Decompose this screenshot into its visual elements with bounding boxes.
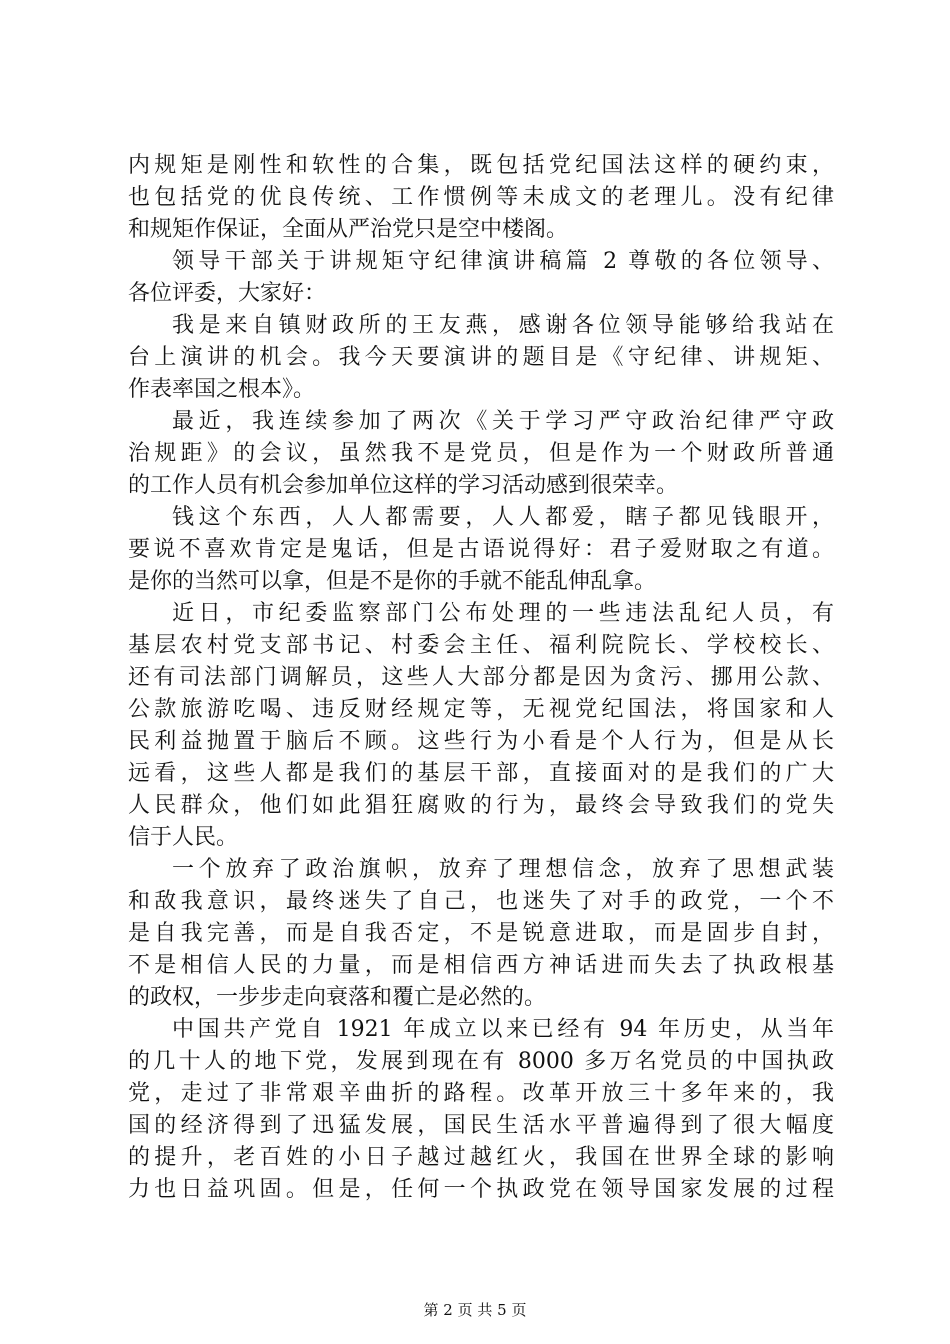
text-line: 台上演讲的机会。我今天要演讲的题目是《守纪律、讲规矩、 bbox=[128, 345, 834, 370]
text-line: 我是来自镇财政所的王友燕，感谢各位领导能够给我站在 bbox=[172, 313, 834, 338]
text-line: 的几十人的地下党，发展到现在有 8000 多万名党员的中国执政 bbox=[128, 1049, 834, 1074]
text-line: 各位评委，大家好： bbox=[128, 281, 327, 306]
text-line: 中国共产党自 1921 年成立以来已经有 94 年历史，从当年 bbox=[172, 1017, 834, 1042]
text-line: 人民群众，他们如此猖狂腐败的行为，最终会导致我们的党失 bbox=[128, 793, 834, 818]
text-line: 一个放弃了政治旗帜，放弃了理想信念，放弃了思想武装 bbox=[172, 857, 834, 882]
text-line: 最近，我连续参加了两次《关于学习严守政治纪律严守政 bbox=[172, 409, 834, 434]
text-line: 党，走过了非常艰辛曲折的路程。改革开放三十多年来的，我 bbox=[128, 1081, 834, 1106]
text-line: 是自我完善，而是自我否定，不是锐意进取，而是固步自封， bbox=[128, 921, 834, 946]
text-line: 内规矩是刚性和软性的合集，既包括党纪国法这样的硬约束， bbox=[128, 153, 834, 178]
text-line: 民利益抛置于脑后不顾。这些行为小看是个人行为，但是从长 bbox=[128, 729, 834, 754]
text-line: 国的经济得到了迅猛发展，国民生活水平普遍得到了很大幅度 bbox=[128, 1113, 834, 1138]
text-line: 钱这个东西，人人都需要，人人都爱，瞎子都见钱眼开， bbox=[172, 505, 834, 530]
text-line: 不是相信人民的力量，而是相信西方神话进而失去了执政根基 bbox=[128, 953, 834, 978]
text-line: 的工作人员有机会参加单位这样的学习活动感到很荣幸。 bbox=[128, 473, 679, 498]
text-line: 信于人民。 bbox=[128, 825, 239, 850]
text-line: 还有司法部门调解员，这些人大部分都是因为贪污、挪用公款、 bbox=[128, 665, 834, 690]
text-line: 作表率国之根本》。 bbox=[128, 377, 316, 402]
text-line: 治规距》的会议，虽然我不是党员，但是作为一个财政所普通 bbox=[128, 441, 834, 466]
document-body bbox=[128, 150, 834, 1206]
text-line: 是你的当然可以拿，但是不是你的手就不能乱伸乱拿。 bbox=[128, 569, 657, 594]
text-line: 基层农村党支部书记、村委会主任、福利院院长、学校校长、 bbox=[128, 633, 834, 658]
text-line: 领导干部关于讲规矩守纪律演讲稿篇 2 尊敬的各位领导、 bbox=[172, 249, 834, 274]
page-footer: 第 2 页 共 5 页 bbox=[423, 1301, 527, 1319]
text-line: 公款旅游吃喝、违反财经规定等，无视党纪国法，将国家和人 bbox=[128, 697, 834, 722]
text-line: 的政权，一步步走向衰落和覆亡是必然的。 bbox=[128, 985, 547, 1010]
text-line: 近日，市纪委监察部门公布处理的一些违法乱纪人员，有 bbox=[172, 601, 834, 626]
text-line: 远看，这些人都是我们的基层干部，直接面对的是我们的广大 bbox=[128, 761, 834, 786]
text-line: 和敌我意识，最终迷失了自己，也迷失了对手的政党，一个不 bbox=[128, 889, 834, 914]
text-line: 和规矩作保证，全面从严治党只是空中楼阁。 bbox=[128, 217, 569, 242]
text-line: 力也日益巩固。但是，任何一个执政党在领导国家发展的过程 bbox=[128, 1177, 834, 1202]
text-line: 的提升，老百姓的小日子越过越红火，我国在世界全球的影响 bbox=[128, 1145, 834, 1170]
text-line: 也包括党的优良传统、工作惯例等未成文的老理儿。没有纪律 bbox=[128, 185, 834, 210]
text-line: 要说不喜欢肯定是鬼话，但是古语说得好：君子爱财取之有道。 bbox=[128, 537, 834, 562]
